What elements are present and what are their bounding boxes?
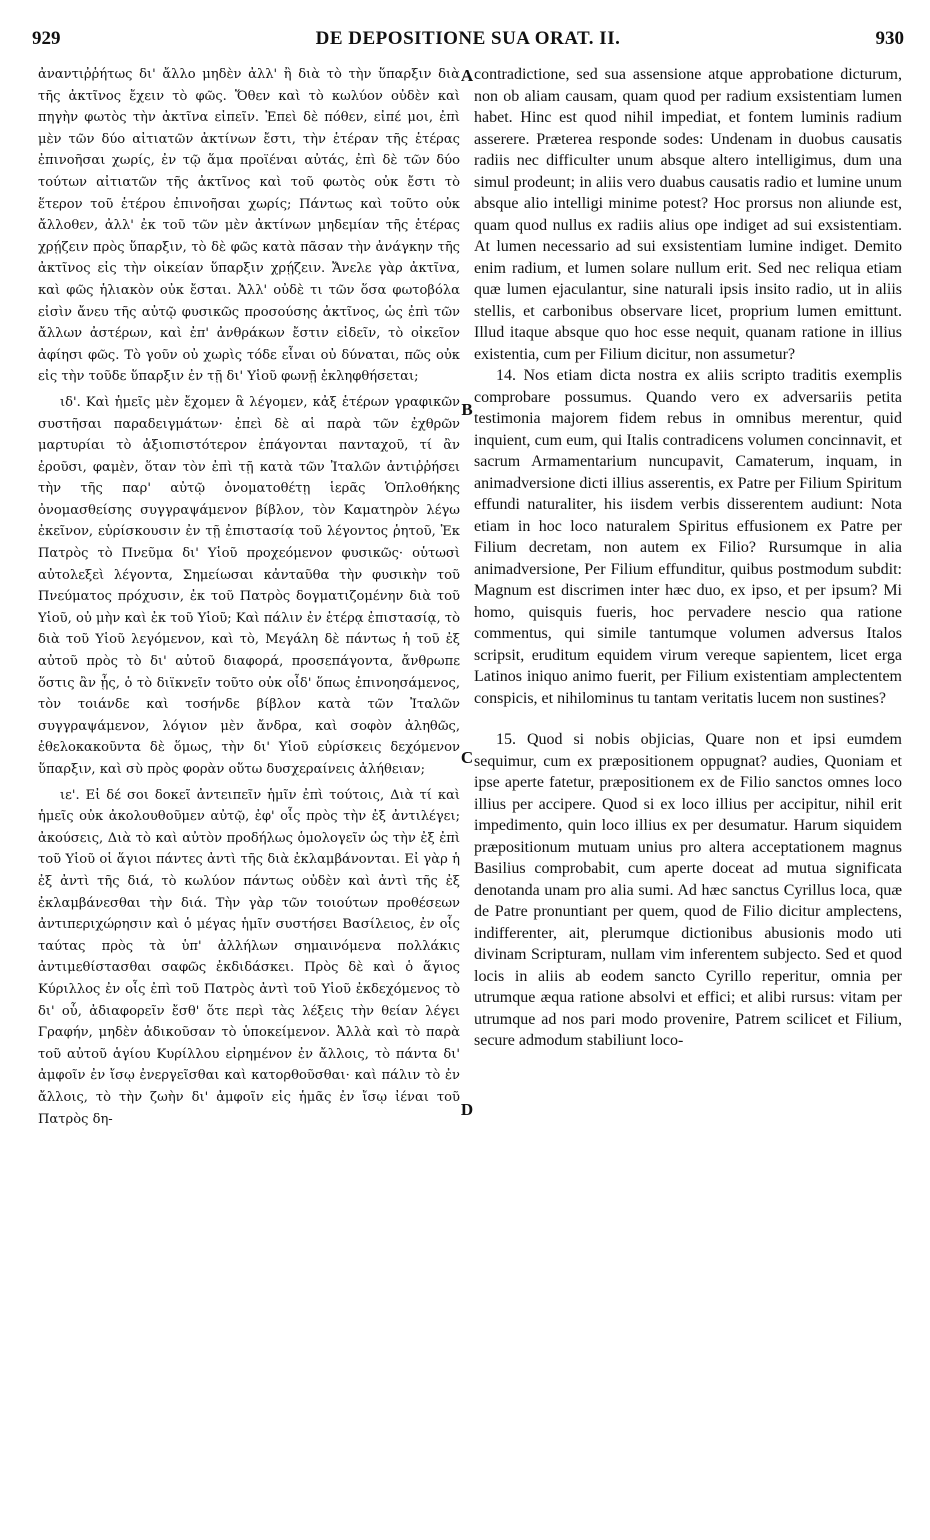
- margin-letter-a: A: [460, 66, 474, 85]
- margin-letter-b: B: [461, 400, 473, 419]
- page-header: [32, 28, 904, 58]
- greek-paragraph: ιε'. Εἰ δέ σοι δοκεῖ ἀντειπεῖν ἡμῖν ἐπὶ τούτοις, Διὰ τί καὶ ἡμεῖς οὐκ ἀκολουθοῦμεν αὐτῷ, ἐφ' οἷς πρὸς τὴν ἐξ ἀντιλέγει; ἀκούσεις, Διὰ τὸ καὶ αὐτὸν προδήλως ὁμολογεῖν ὡς τὴν ἐξ ἐπὶ τοῦ Υἱοῦ οἱ ἅγιοι πάντες ἀντὶ τῆς διὰ ἐκλαμβάνονται. Εἰ γὰρ ἡ ἐξ ἀντὶ τῆς διά, τὸ κωλύον πάντως οὐδὲν καὶ ἀντὶ τῆς ἐξ ἐκλαμβάνεσθαι τὴν διά. Τὴν γὰρ τῶν τοιούτων προθέσεων ἀντιπεριχώρησιν καὶ ὁ μέγας ἡμῖν συστήσει Βασίλειος, ἐν οἷς ταύτας πρὸς τὰ ὑπ' ἀλλήλων σημαινόμενα πολλάκις ἀντιμεθίστασθαι σαφῶς ἐκδιδάσκει. Πρὸς δὲ καὶ ὁ ἅγιος Κύριλλος ἐν οἷς ἐπὶ τοῦ Πατρὸς ἀντὶ τοῦ Υἱοῦ ἐκδεχόμενος τὸ δι' οὗ, ἀδιαφορεῖν ἔσθ' ὅτε περὶ τὰς λέξεις τὴν θείαν λέγει Γραφήν, μηδὲν ἀδικοῦσαν τὸ ὑποκείμενον. Ἀλλὰ καὶ τὸ παρὰ τοῦ αὐτοῦ ἁγίου Κυρίλλου εἰρημένον ἐν ἄλλοις, τὸ πάντα δι' ἀμφοῖν ἐν ἴσῳ ἐνεργεῖσθαι καὶ κατορθοῦσθαι· καὶ πάλιν τὸ ἐν ἄλλοις, τὸ τὴν ζωὴν δι' ἀμφοῖν εἰς ἡμᾶς ἐν ἴσῳ ἰέναι τοῦ Πατρὸς δη-: [38, 787, 460, 1127]
- page-number-right: 930: [875, 28, 904, 49]
- greek-paragraph: ιδ'. Καὶ ἡμεῖς μὲν ἔχομεν ἃ λέγομεν, κἀξ ἑτέρων γραφικῶν συστῆσαι παραδειγμάτων· ἐπεὶ δὲ αἱ παρὰ τῶν ἐχθρῶν μαρτυρίαι τὸ ἀξιοπιστότερον ἐπάγονται πανταχοῦ, τί ἂν ἐροῦσι, φαμὲν, ὅταν τὸν ἐπὶ τῇ κατὰ τῶν Ἰταλῶν ἀντιῤῥήσει τὴν τῆς παρ' αὐτῷ ὀνοματοθέτῃ ἱερᾶς Ὁπλοθήκης ὀνομασθείσης συγγραψάμενον βίβλον, τὸν Καματηρὸν λέγω ἐκεῖνον, εὑρίσκουσιν ἐν τῇ ἐπιστασίᾳ τοῦ λέγοντος ῥητοῦ, Ἐκ Πατρὸς τὸ Πνεῦμα δι' Υἱοῦ προχεόμενον φυσικῶς· οὑτωσὶ αὐτολεξεὶ λέγοντα, Σημείωσαι κἀνταῦθα τὴν φυσικὴν τοῦ Πνεύματος πρόχυσιν, ἐκ τοῦ Πατρὸς δογματιζομένην διὰ τοῦ Υἱοῦ, οὐ μὴν καὶ ἐκ τοῦ Υἱοῦ; Καὶ πάλιν ἐν ἑτέρᾳ ἐπιστασίᾳ, τὸ διὰ τοῦ Υἱοῦ λεγόμενον, καὶ τὸ, Μεγάλη δὲ πάντως ἡ τοῦ ἐξ αὐτοῦ πρὸς τὸ δι' αὐτοῦ διαφορά, προσεπάγοντα, ἄνθρωπε ὅστις ἂν ᾖς, ὁ τὸ διϊκνεῖν τοῦτο οὐκ οἶδ' ὅπως ἐπινοησάμενος, τὸν τοιάνδε καὶ τοσήνδε βίβλον κατὰ τῶν Ἰταλῶν συγγραψάμενον, λόγιον μὲν ἄνδρα, καὶ σοφὸν ἀληθῶς, ἐθελοκακοῦντα δὲ ὅμως, τὴν δι' Υἱοῦ εὑρίσκεις δεχόμενον ὕπαρξιν, καὶ σὺ πρὸς φορὰν οὕτω δυσχεραίνεις ἀλήθειαν;: [38, 394, 460, 777]
- margin-letter-c: C: [460, 748, 474, 767]
- latin-column: [474, 64, 902, 1520]
- margin-letter-d: D: [460, 1100, 474, 1119]
- running-title: DE DEPOSITIONE SUA ORAT. II.: [315, 28, 621, 49]
- latin-paragraph: 14. Nos etiam dicta nostra ex aliis scripto traditis exemplis comprobare possumus. Quando vero ex adversariis petita testimonia majorem fidem rebus in omnibus merentur, quid inquient, cum eum, qui Italis contradicens volumen concinnavit, et sacrum Armamentarium nuncupavit, Camaterum, inquam, in animadversione dicti illius asserentis, ex Patre per Filium Spiritum effundi naturaliter, his iisdem verbis disserentem audiunt: Nota etiam in hoc loco naturalem Spiritus effusionem ex Patre per Filium decretam, non autem ex Filio? Rursumque in alia animadversione, Per Filium effunditur, quibus postmodum subdit: Magnum est discrimen inter hæc duo, ex ipso, et per ipsum? Mi homo, quisquis fueris, hoc pervadere nescio qua ratione commentus, qui simile tantumque volumen adversus Italos scripsit, eruditum equidem virum vereque sapientem, licet erga Latinos iniquo animo fuerit, per Filium existentiam amplectentem conspicis, et nihilominus tu tantam veritatis lucem non sustines?: [474, 367, 902, 707]
- greek-column: [38, 64, 460, 1520]
- latin-paragraph: contradictione, sed sua assensione atque approbatione dicturum, non ob aliam causam, quam quod per radium exsistentiam lumen habet. Hinc est quod nihil impediat, et fontem luminis radium asserere. Præterea responde sodes: Undenam in duobus causatis radiis nec difficulter unum absque altero intelligimus, dum una simul prodeunt; in aliis vero duabus causatis radio et lumine unum absque alio intelligi minime potest? Hoc prorsus non aliunde est, quam quod nullus ex radiis alius ope indiget ad sui exsistentiam. At lumen necessario ad sui exsistentiam lumine indiget. Demito enim radium, et lumen solare nullum erit. Sed nec reliqua etiam quæ lumen ejaculantur, sine naturali ipsis insito radio, ut in aliis stellis, et carbonibus observare licet, proprium lumen emittunt. Illud itaque absque quo hoc esse nequit, quanam ratione in illius existentia, cum per Filium dicitur, non assumetur?: [474, 66, 902, 363]
- page-number-left: 929: [32, 28, 61, 49]
- greek-paragraph: ἀναντιῤῥήτως δι' ἄλλο μηδὲν ἀλλ' ἢ διὰ τὸ τὴν ὕπαρξιν διὰ τῆς ἀκτῖνος ἔχειν τὸ φῶς. Ὅθεν καὶ τὸ κωλύον οὐδὲν καὶ πηγὴν φωτὸς τὴν ἀκτῖνα εἰπεῖν. Ἐπεὶ δὲ πόθεν, εἰπέ μοι, ἐπὶ μὲν τῶν δύο αἰτιατῶν ἀκτίνων ἔστι, τὴν ἑτέραν τῆς ἑτέρας ἐπινοῆσαι χωρίς, ἐν τῷ ἅμα προϊέναι αὐτάς, ἐπὶ δὲ τῶν δύο τούτων αἰτιατῶν τῆς ἀκτῖνος καὶ τοῦ φωτὸς οὐκ ἔστι τὸ ἕτερον τοῦ ἑτέρου ἐπινοῆσαι χωρίς; Πάντως καὶ τοῦτο οὐκ ἄλλοθεν, ἀλλ' ἐκ τοῦ τῶν μὲν ἀκτίνων μηδεμίαν τῆς ἑτέρας χρῄζειν πρὸς ὕπαρξιν, τὸ δὲ φῶς κατὰ πᾶσαν τὴν ἀνάγκην τῆς ἀκτῖνος εἰς τὴν οἰκείαν ὕπαρξιν χρῄζειν. Ἄνελε γὰρ ἀκτῖνα, καὶ φῶς ἡλιακὸν οὐκ ἔσται. Ἀλλ' οὐδὲ τι τῶν ὅσα φωτοβόλα εἰσὶν ἄνευ τῆς αὐτῷ φυσικῶς προσούσης ἀκτῖνος, ὡς ἐπὶ τῶν ἄλλων ἀστέρων, καὶ ἐπ' ἀνθράκων ἔστιν εἰδεῖν, τὸ οἰκεῖον ἀφίησι φῶς. Τὸ γοῦν οὐ χωρὶς τόδε εἶναι οὐ δύναται, πῶς οὐκ εἰς τὴν τοῦδε ὕπαρξιν ἐν τῇ δι' Υἱοῦ φωνῇ ἐκληφθήσεται;: [38, 67, 460, 385]
- latin-paragraph: 15. Quod si nobis objicias, Quare non et ipsi eumdem sequimur, cum ex præpositionem oppugnat? audies, Quoniam et ipse aperte fatetur, præpositionem ex de Filio sanctos omnes loco illius per accipere. Quod si ex loco illius per accipitur, nihil erit impedimento, quin loco illius ex per desumatur. Harum siquidem præpositionum mutuam unius pro altera acceptationem magnus Basilius comprobabit, cum aperte doceat ad mutua significata denotanda unam pro alia sumi. Ad hæc sanctus Cyrillus loca, quæ de Patre pronuntiant per quem, quod de Filio dicitur amplectens, indifferenter, ait, plerumque dictionibus abusionis modo uti divinam Scripturam, nullam vim inferentem subjecto. Sed et quod locis in aliis ab eodem sancto Cyrillo reperitur, omnia per utrumque æqua ratione absolvi et effici; et alibi rursus: vitam per utrumque ad nos pari modo provenire, Patrem scilicet et Filium, secure admodum stabiliunt loco-: [474, 731, 902, 1049]
